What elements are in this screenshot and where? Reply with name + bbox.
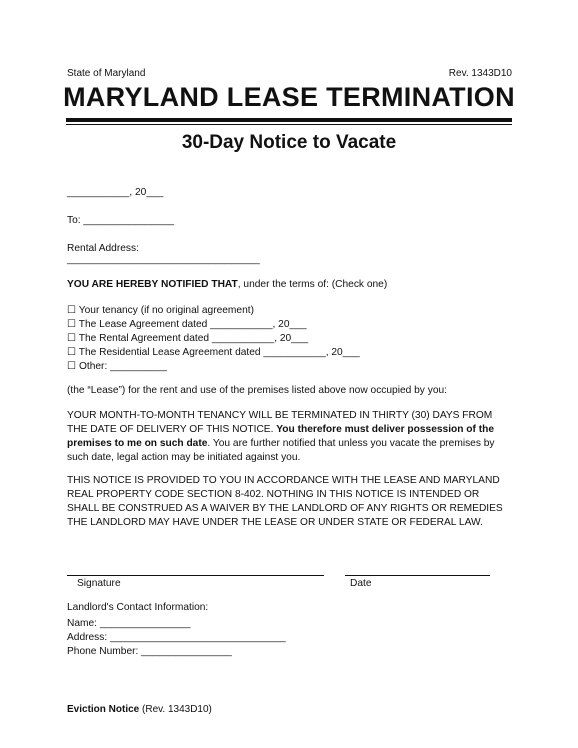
lease-line: (the “Lease”) for the rent and use of the premises listed above now occupied by you: [67, 385, 447, 396]
option-other[interactable]: ☐ Other: __________ [67, 361, 167, 372]
footer [67, 704, 212, 715]
document-subtitle: 30-Day Notice to Vacate [181, 132, 397, 153]
title-rule-thick [66, 118, 512, 122]
date-line[interactable] [345, 575, 490, 576]
legal-paragraph: THIS NOTICE IS PROVIDED TO YOU IN ACCORDANCE WITH THE LEASE AND MARYLAND REAL PROPERTY CODE SECTION 8-402. NOTHING IN THIS NOTICE IS INTENDED OR SHALL BE CONSTRUED AS A WAIVER BY THE LANDLORD OF ANY RIGHTS OR REMEDIES THE LANDLORD MAY HAVE UNDER THE LEASE OR UNDER STATE OR FEDERAL LAW. [67, 475, 503, 528]
notice-intro [67, 278, 387, 292]
state-label: State of Maryland [67, 68, 146, 79]
document-title: MARYLAND LEASE TERMINATION [63, 82, 515, 112]
title-rule-thin [66, 124, 512, 125]
signature-label: Signature [77, 578, 121, 589]
notice-intro-bold: YOU ARE HEREBY NOTIFIED THAT [67, 279, 238, 290]
contact-phone-field[interactable]: Phone Number: ________________ [67, 646, 232, 657]
footer-title: Eviction Notice [67, 704, 140, 715]
revision-label: Rev. 1343D10 [448, 68, 512, 79]
termination-part2: . You are further notified that unless you vacate the premises by such date, legal action may be initiated against you. [67, 438, 495, 463]
option-tenancy[interactable]: ☐ Your tenancy (if no original agreement) [67, 305, 254, 316]
option-lease-agreement[interactable]: ☐ The Lease Agreement dated ___________, 20___ [67, 319, 307, 330]
termination-paragraph [67, 409, 512, 465]
contact-heading: Landlord's Contact Information: [67, 602, 209, 613]
to-field[interactable]: To: ________________ [67, 215, 175, 226]
date-label: Date [350, 578, 372, 589]
contact-address-field[interactable]: Address: _______________________________ [67, 632, 286, 643]
notice-intro-rest: , under the terms of: (Check one) [237, 279, 388, 290]
contact-name-field[interactable]: Name: ________________ [67, 618, 191, 629]
signature-line[interactable] [67, 575, 324, 576]
termination-bold: You therefore must deliver possession of the premises to me on such date [67, 424, 495, 449]
date-field[interactable]: ___________, 20___ [67, 187, 164, 198]
termination-part1: YOUR MONTH-TO-MONTH TENANCY WILL BE TERMINATED IN THIRTY (30) DAYS FROM THE DATE OF DELIVERY OF THIS NOTICE. [67, 410, 493, 435]
rental-address-label: Rental Address: [67, 243, 139, 254]
option-rental-agreement[interactable]: ☐ The Rental Agreement dated ___________, 20___ [67, 333, 309, 344]
option-residential-lease[interactable]: ☐ The Residential Lease Agreement dated ___________, 20___ [67, 347, 360, 358]
rental-address-field[interactable]: __________________________________ [67, 254, 260, 265]
footer-revision: (Rev. 1343D10) [139, 704, 212, 715]
